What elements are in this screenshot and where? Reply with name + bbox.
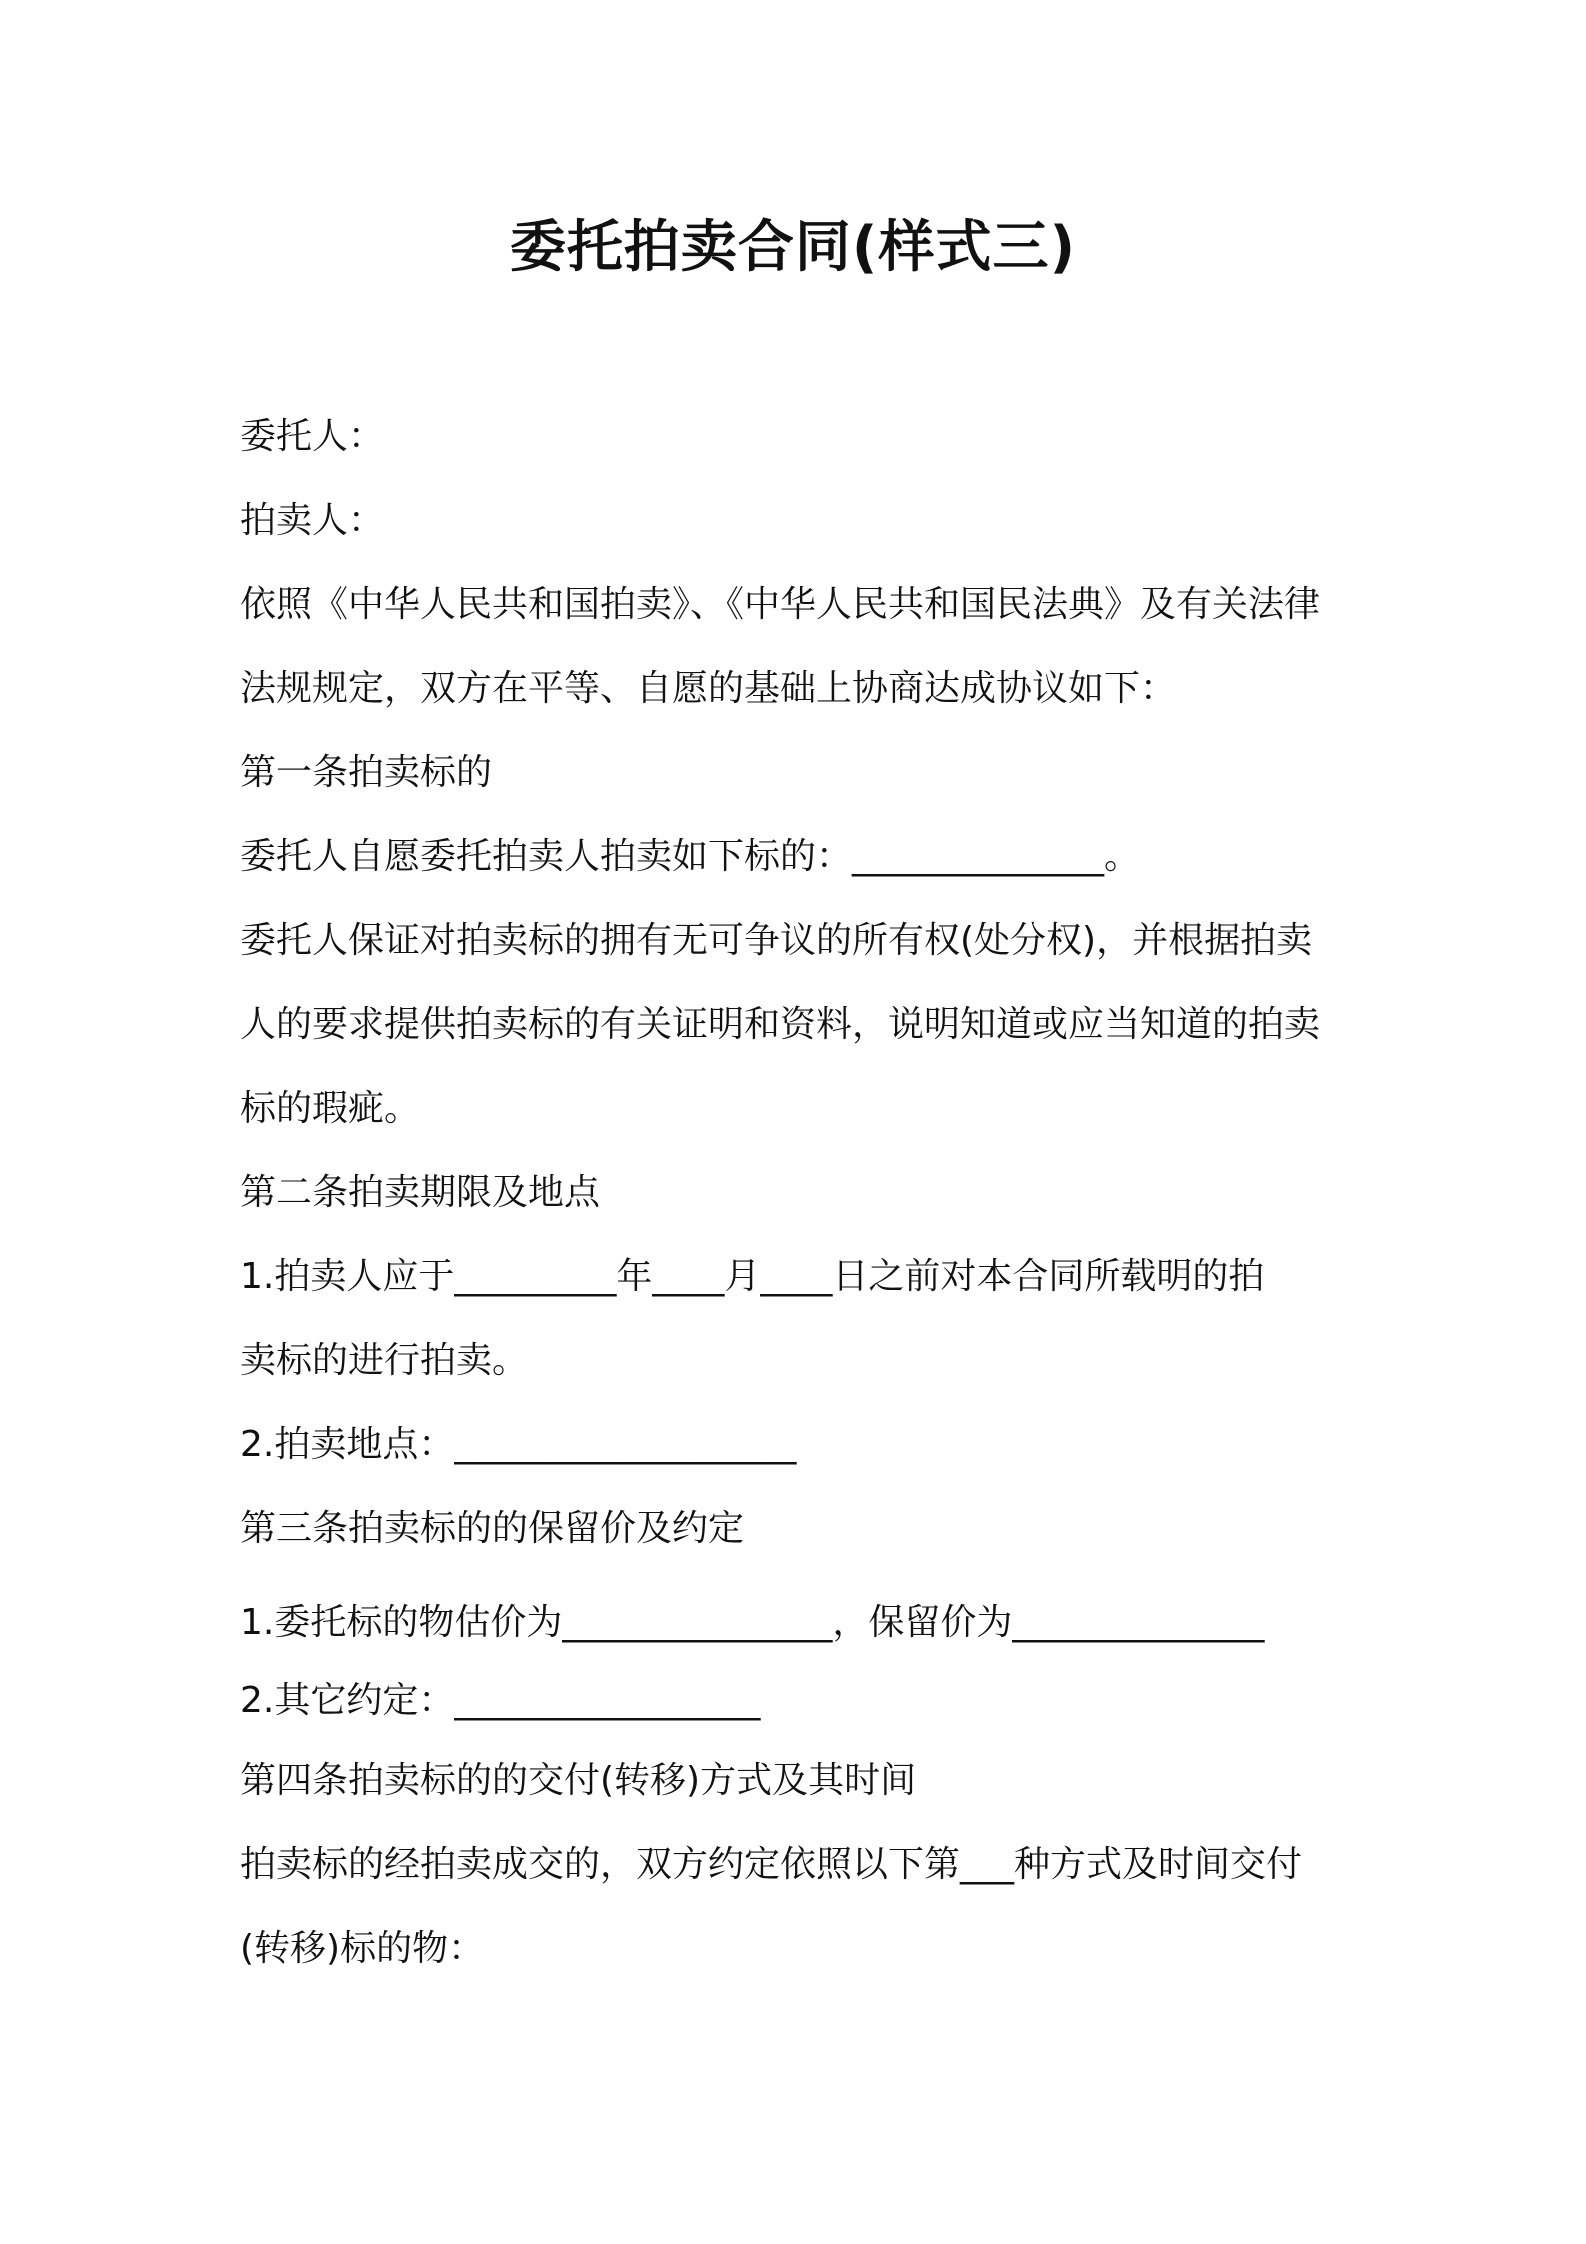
article-4-heading: 第四条拍卖标的的交付(转移)方式及其时间 [240, 1760, 917, 1801]
document-title: 委托拍卖合同(样式三) [509, 215, 1077, 280]
article-2-item-1-line-1: 1.拍卖人应于_________年____月____日之前对本合同所载明的拍 [240, 1256, 1265, 1297]
article-4-line-2: (转移)标的物： [240, 1928, 485, 1969]
article-2-heading: 第二条拍卖期限及地点 [240, 1172, 601, 1213]
article-1-line-2: 委托人保证对拍卖标的拥有无可争议的所有权(处分权)，并根据拍卖 [240, 920, 1313, 961]
preamble-line-2: 法规规定，双方在平等、自愿的基础上协商达成协议如下： [240, 668, 1177, 709]
article-1-line-1: 委托人自愿委托拍卖人拍卖如下标的：______________。 [240, 836, 1141, 877]
article-4-line-1: 拍卖标的经拍卖成交的，双方约定依照以下第___种方式及时间交付 [240, 1844, 1303, 1885]
article-3-item-1: 1.委托标的物估价为_______________，保留价为______________ [240, 1602, 1265, 1643]
clause-line-principal: 委托人： [240, 416, 385, 457]
article-1-line-3: 人的要求提供拍卖标的有关证明和资料，说明知道或应当知道的拍卖 [240, 1004, 1321, 1045]
article-3-item-2: 2.其它约定：_________________ [240, 1680, 761, 1721]
article-2-item-2: 2.拍卖地点：___________________ [240, 1424, 797, 1465]
article-2-item-1-line-2: 卖标的进行拍卖。 [240, 1340, 529, 1381]
clause-line-auctioneer: 拍卖人： [240, 500, 385, 541]
preamble-line-1: 依照《中华人民共和国拍卖》、《中华人民共和国民法典》及有关法律 [240, 584, 1321, 625]
article-1-heading: 第一条拍卖标的 [240, 752, 493, 793]
article-3-heading: 第三条拍卖标的的保留价及约定 [240, 1508, 745, 1549]
article-1-line-4: 标的瑕疵。 [240, 1088, 421, 1129]
